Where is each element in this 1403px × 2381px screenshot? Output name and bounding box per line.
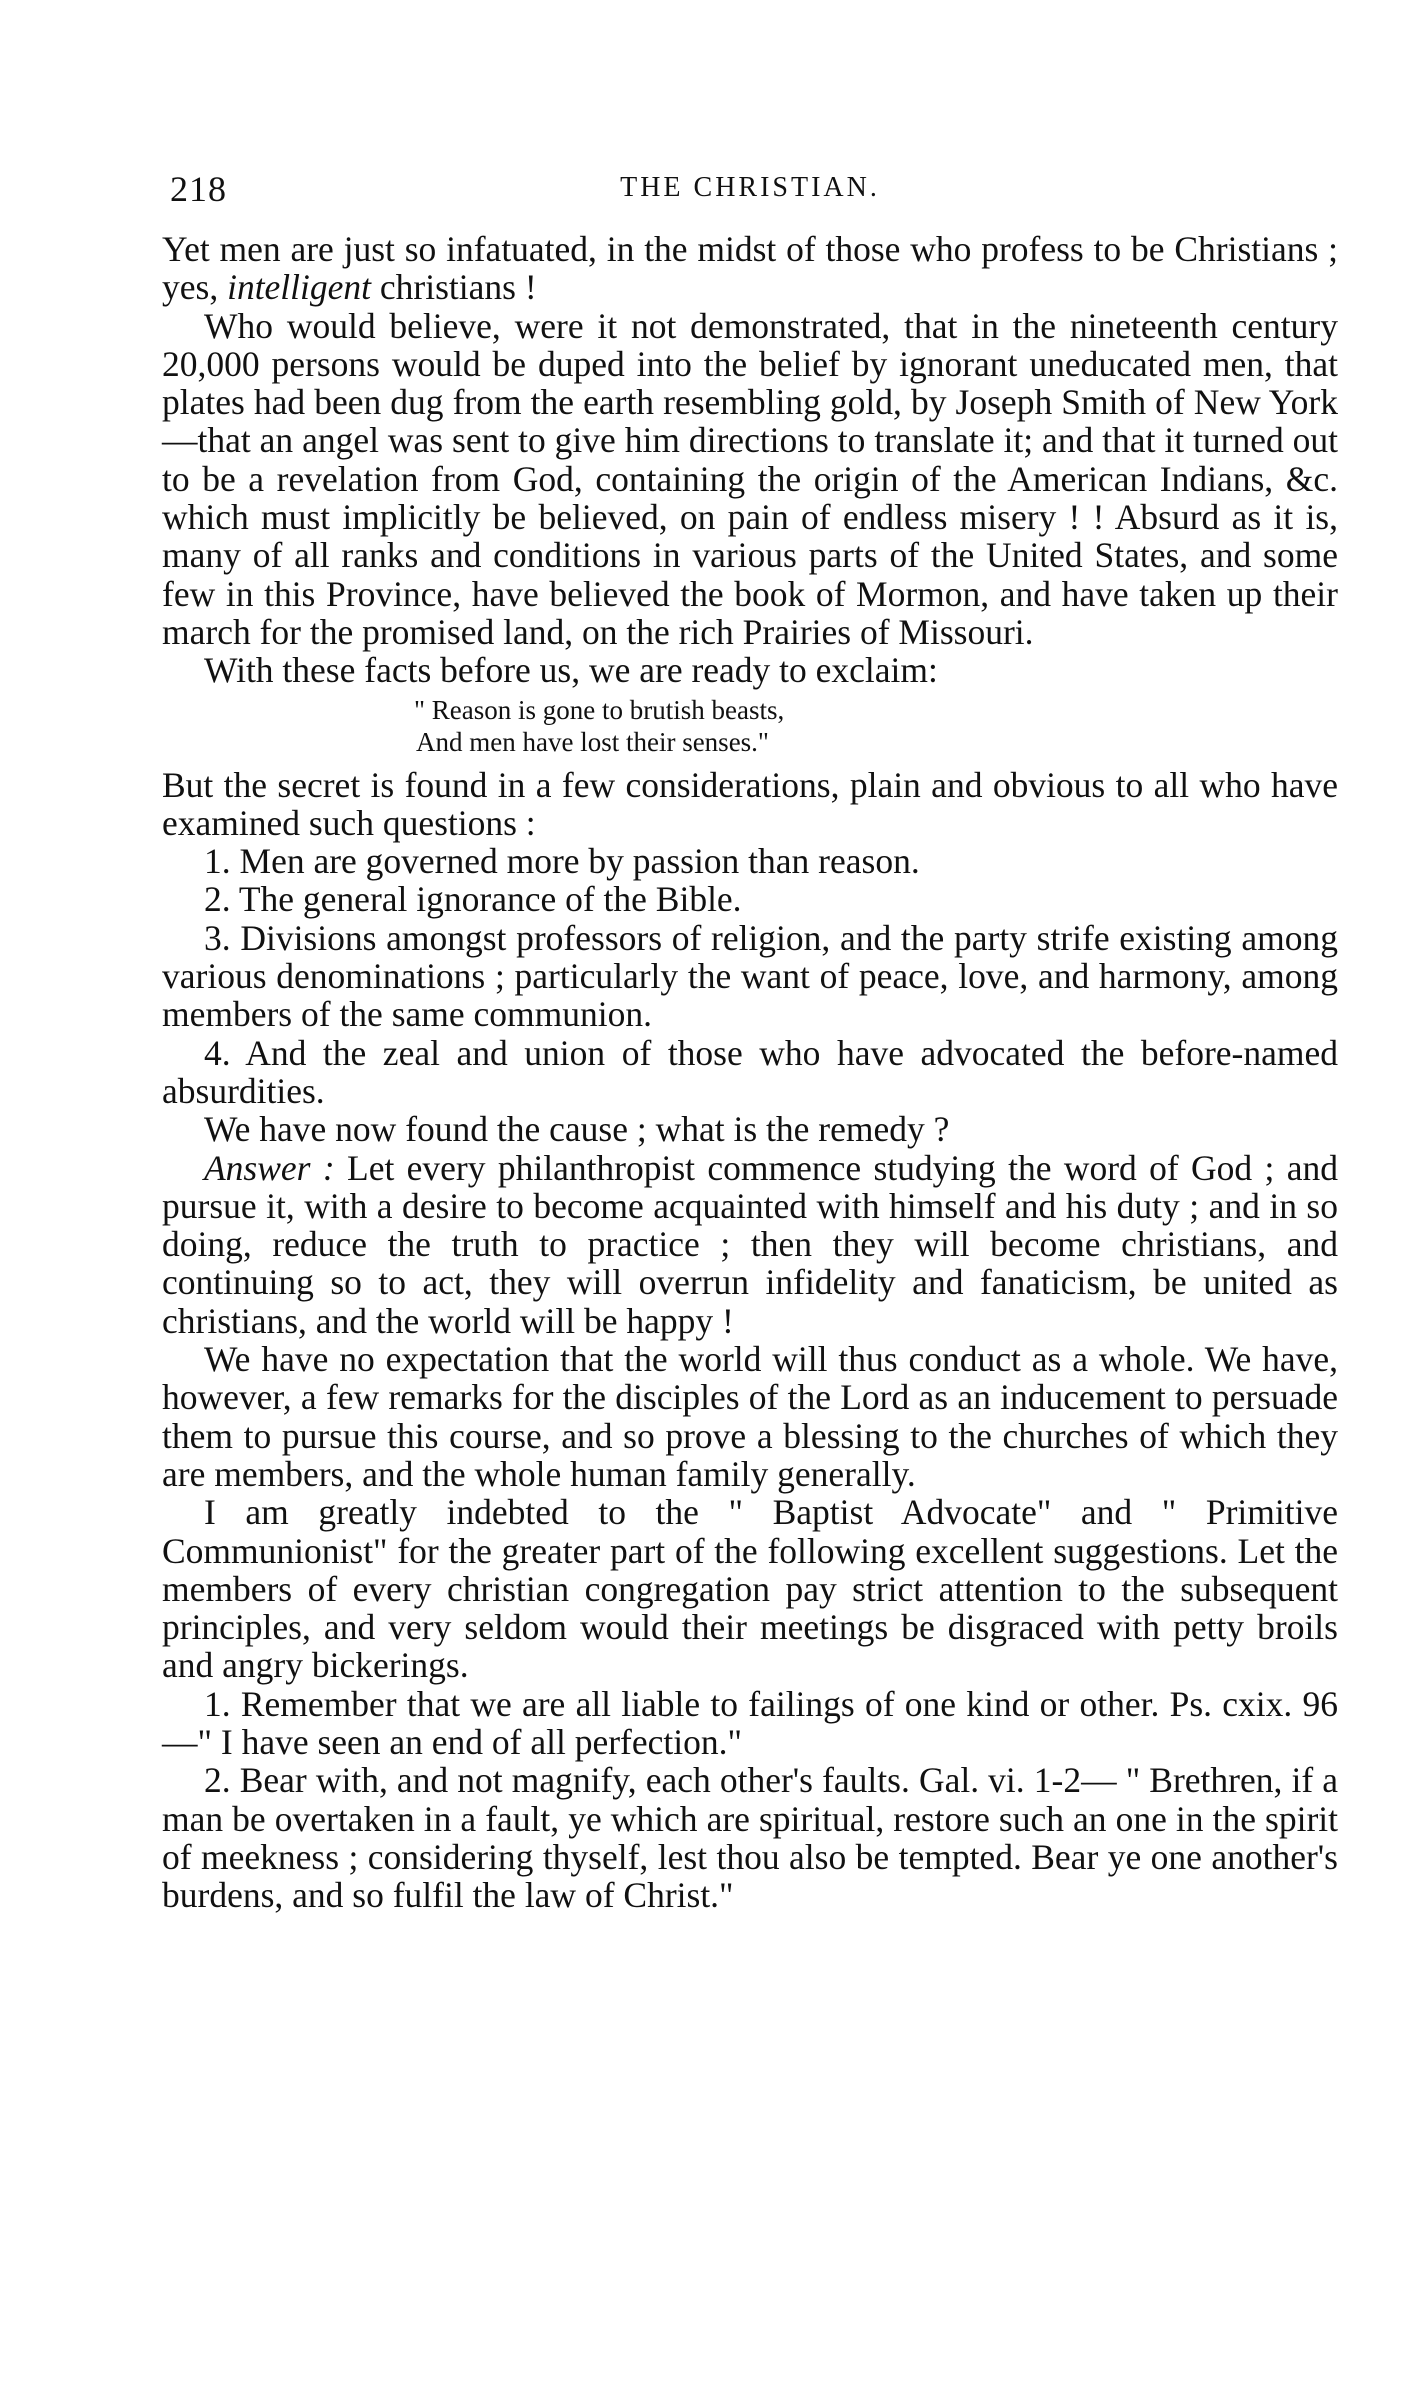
paragraph: We have no expectation that the world will thus conduct as a whole. We have, however, a few remarks for the disciples of the Lord as an inducement to persuade them to pursue this course, and so prove a blessing to the churches of which they are members, and the whole human family generally. [162,1339,1338,1494]
paragraph: Yet men are just so infatuated, in the midst of those who profess to be Christians ; yes, intelligent christians ! [162,229,1338,308]
page-header [162,168,1338,224]
list-item: 2. The general ignorance of the Bible. [204,879,742,920]
italic-word: intelligent [227,267,372,308]
list-item: 1. Remember that we are all liable to failings of one kind or other. Ps. cxix. 96—" I have seen an end of all perfection." [162,1683,1338,1762]
answer-label: Answer : [204,1147,335,1188]
paragraph: Who would believe, were it not demonstrated, that in the nineteenth century 20,000 persons would be duped into the belief by ignorant uneducated men, that plates had been dug from the earth resembling gold, by Joseph Smith of New York—that an angel was sent to give him directions to translate it; and that it turned out to be a revelation from God, containing the origin of the American Indians, &c. which must implicitly be believed, on pain of endless misery ! ! Absurd as it is, many of all ranks and conditions in various parts of the United States, and some few in this Province, have believed the book of Mormon, and have taken up their march for the promised land, on the rich Prairies of Missouri. [162,305,1338,652]
paragraph: We have now found the cause ; what is the remedy ? [204,1109,950,1150]
list-item: 4. And the zeal and union of those who have advocated the before-named absurdities. [162,1032,1338,1111]
verse-line: " Reason is gone to brutish beasts, [414,694,785,725]
paragraph: I am greatly indebted to the " Baptist Advocate" and " Primitive Communionist" for the greater part of the following excellent suggestions. Let the members of every christian congregation pay strict attention to the subsequent principles, and very seldom would their meetings be disgraced with petty broils and angry bickerings. [162,1492,1338,1686]
page-number: 218 [170,169,227,209]
paragraph: Answer : Let every philanthropist commence studying the word of God ; and pursue it, with a desire to become acquainted with himself and his duty ; and in so doing, reduce the truth to practice ; then they will become christians, and continuing so to act, they will overrun infidelity and fanaticism, be united as christians, and the world will be happy ! [162,1147,1338,1341]
list-item: 3. Divisions amongst professors of religion, and the party strife existing among various denominations ; particularly the want of peace, love, and harmony, among members of the same communion. [162,917,1338,1035]
list-item: 2. Bear with, and not magnify, each other's faults. Gal. vi. 1-2— " Brethren, if a man be overtaken in a fault, ye which are spiritual, restore such an one in the spirit of meekness ; considering thyself, lest thou also be tempted. Bear ye one another's burdens, and so fulfil the law of Christ." [162,1760,1338,1916]
body-text [162,230,1338,1914]
running-head: THE CHRISTIAN. [620,172,880,203]
list-item: 1. Men are governed more by passion than reason. [204,841,920,882]
book-page [162,168,1338,1914]
verse-line: And men have lost their senses." [416,726,769,757]
paragraph: But the secret is found in a few considerations, plain and obvious to all who have examined such questions : [162,764,1338,843]
paragraph: With these facts before us, we are ready to exclaim: [204,650,938,691]
verse-quote [414,694,1338,758]
